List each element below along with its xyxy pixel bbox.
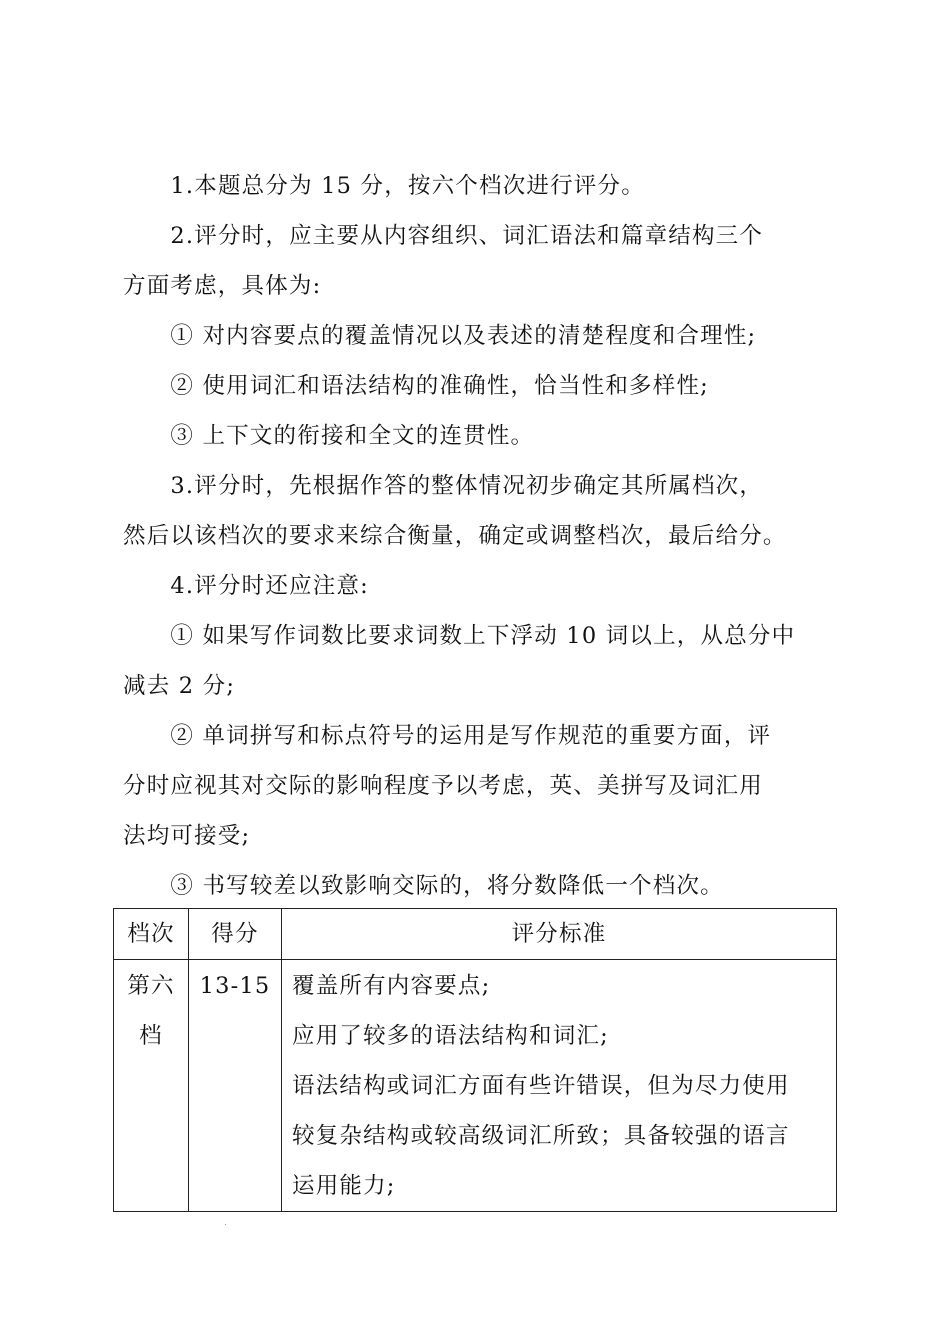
header-criteria: 评分标准 xyxy=(282,909,837,960)
criteria-line: 语法结构或词汇方面有些许错误，但为尽力使用 xyxy=(292,1073,790,1099)
paragraph-line: 1.本题总分为 15 分，按六个档次进行评分。 xyxy=(123,173,645,199)
level-line: 档 xyxy=(139,1023,163,1049)
paragraph-line: ② 单词拼写和标点符号的运用是写作规范的重要方面，评 xyxy=(123,723,772,749)
paragraph-line: 方面考虑，具体为: xyxy=(123,273,322,299)
paragraph-line: ③ 书写较差以致影响交际的，将分数降低一个档次。 xyxy=(123,873,724,899)
paragraph-line: 减去 2 分; xyxy=(123,673,236,699)
criteria-line: 覆盖所有内容要点; xyxy=(292,973,491,999)
paragraph-line: 分时应视其对交际的影响程度予以考虑，英、美拼写及词汇用 xyxy=(123,773,763,799)
paragraph-line: ② 使用词汇和语法结构的准确性，恰当性和多样性; xyxy=(123,373,709,399)
score-cell: 13-15 xyxy=(189,960,282,1212)
level-cell xyxy=(114,960,189,1212)
paragraph-line: 然后以该档次的要求来综合衡量，确定或调整档次，最后给分。 xyxy=(123,523,787,549)
paragraph-line: 3.评分时，先根据作答的整体情况初步确定其所属档次， xyxy=(123,473,764,499)
table-row xyxy=(114,960,837,1212)
table-header-row xyxy=(114,909,837,960)
paragraph-line: 4.评分时还应注意: xyxy=(123,573,369,599)
header-level: 档次 xyxy=(114,909,189,960)
paragraph-line: 法均可接受; xyxy=(123,823,251,849)
header-score: 得分 xyxy=(189,909,282,960)
paragraph-line: ③ 上下文的衔接和全文的连贯性。 xyxy=(123,423,535,449)
paragraph-line: ① 对内容要点的覆盖情况以及表述的清楚程度和合理性; xyxy=(123,323,757,349)
criteria-line: 应用了较多的语法结构和词汇; xyxy=(292,1023,609,1049)
scoring-table xyxy=(113,908,837,1212)
criteria-cell xyxy=(282,960,837,1212)
level-line: 第六 xyxy=(127,973,175,999)
paragraph-line: 2.评分时，应主要从内容组织、词汇语法和篇章结构三个 xyxy=(123,223,764,249)
criteria-line: 较复杂结构或较高级词汇所致；具备较强的语言 xyxy=(292,1123,790,1149)
criteria-line: 运用能力; xyxy=(292,1173,396,1199)
paragraph-line: ① 如果写作词数比要求词数上下浮动 10 词以上，从总分中 xyxy=(123,623,796,649)
scan-speck xyxy=(225,1224,226,1225)
